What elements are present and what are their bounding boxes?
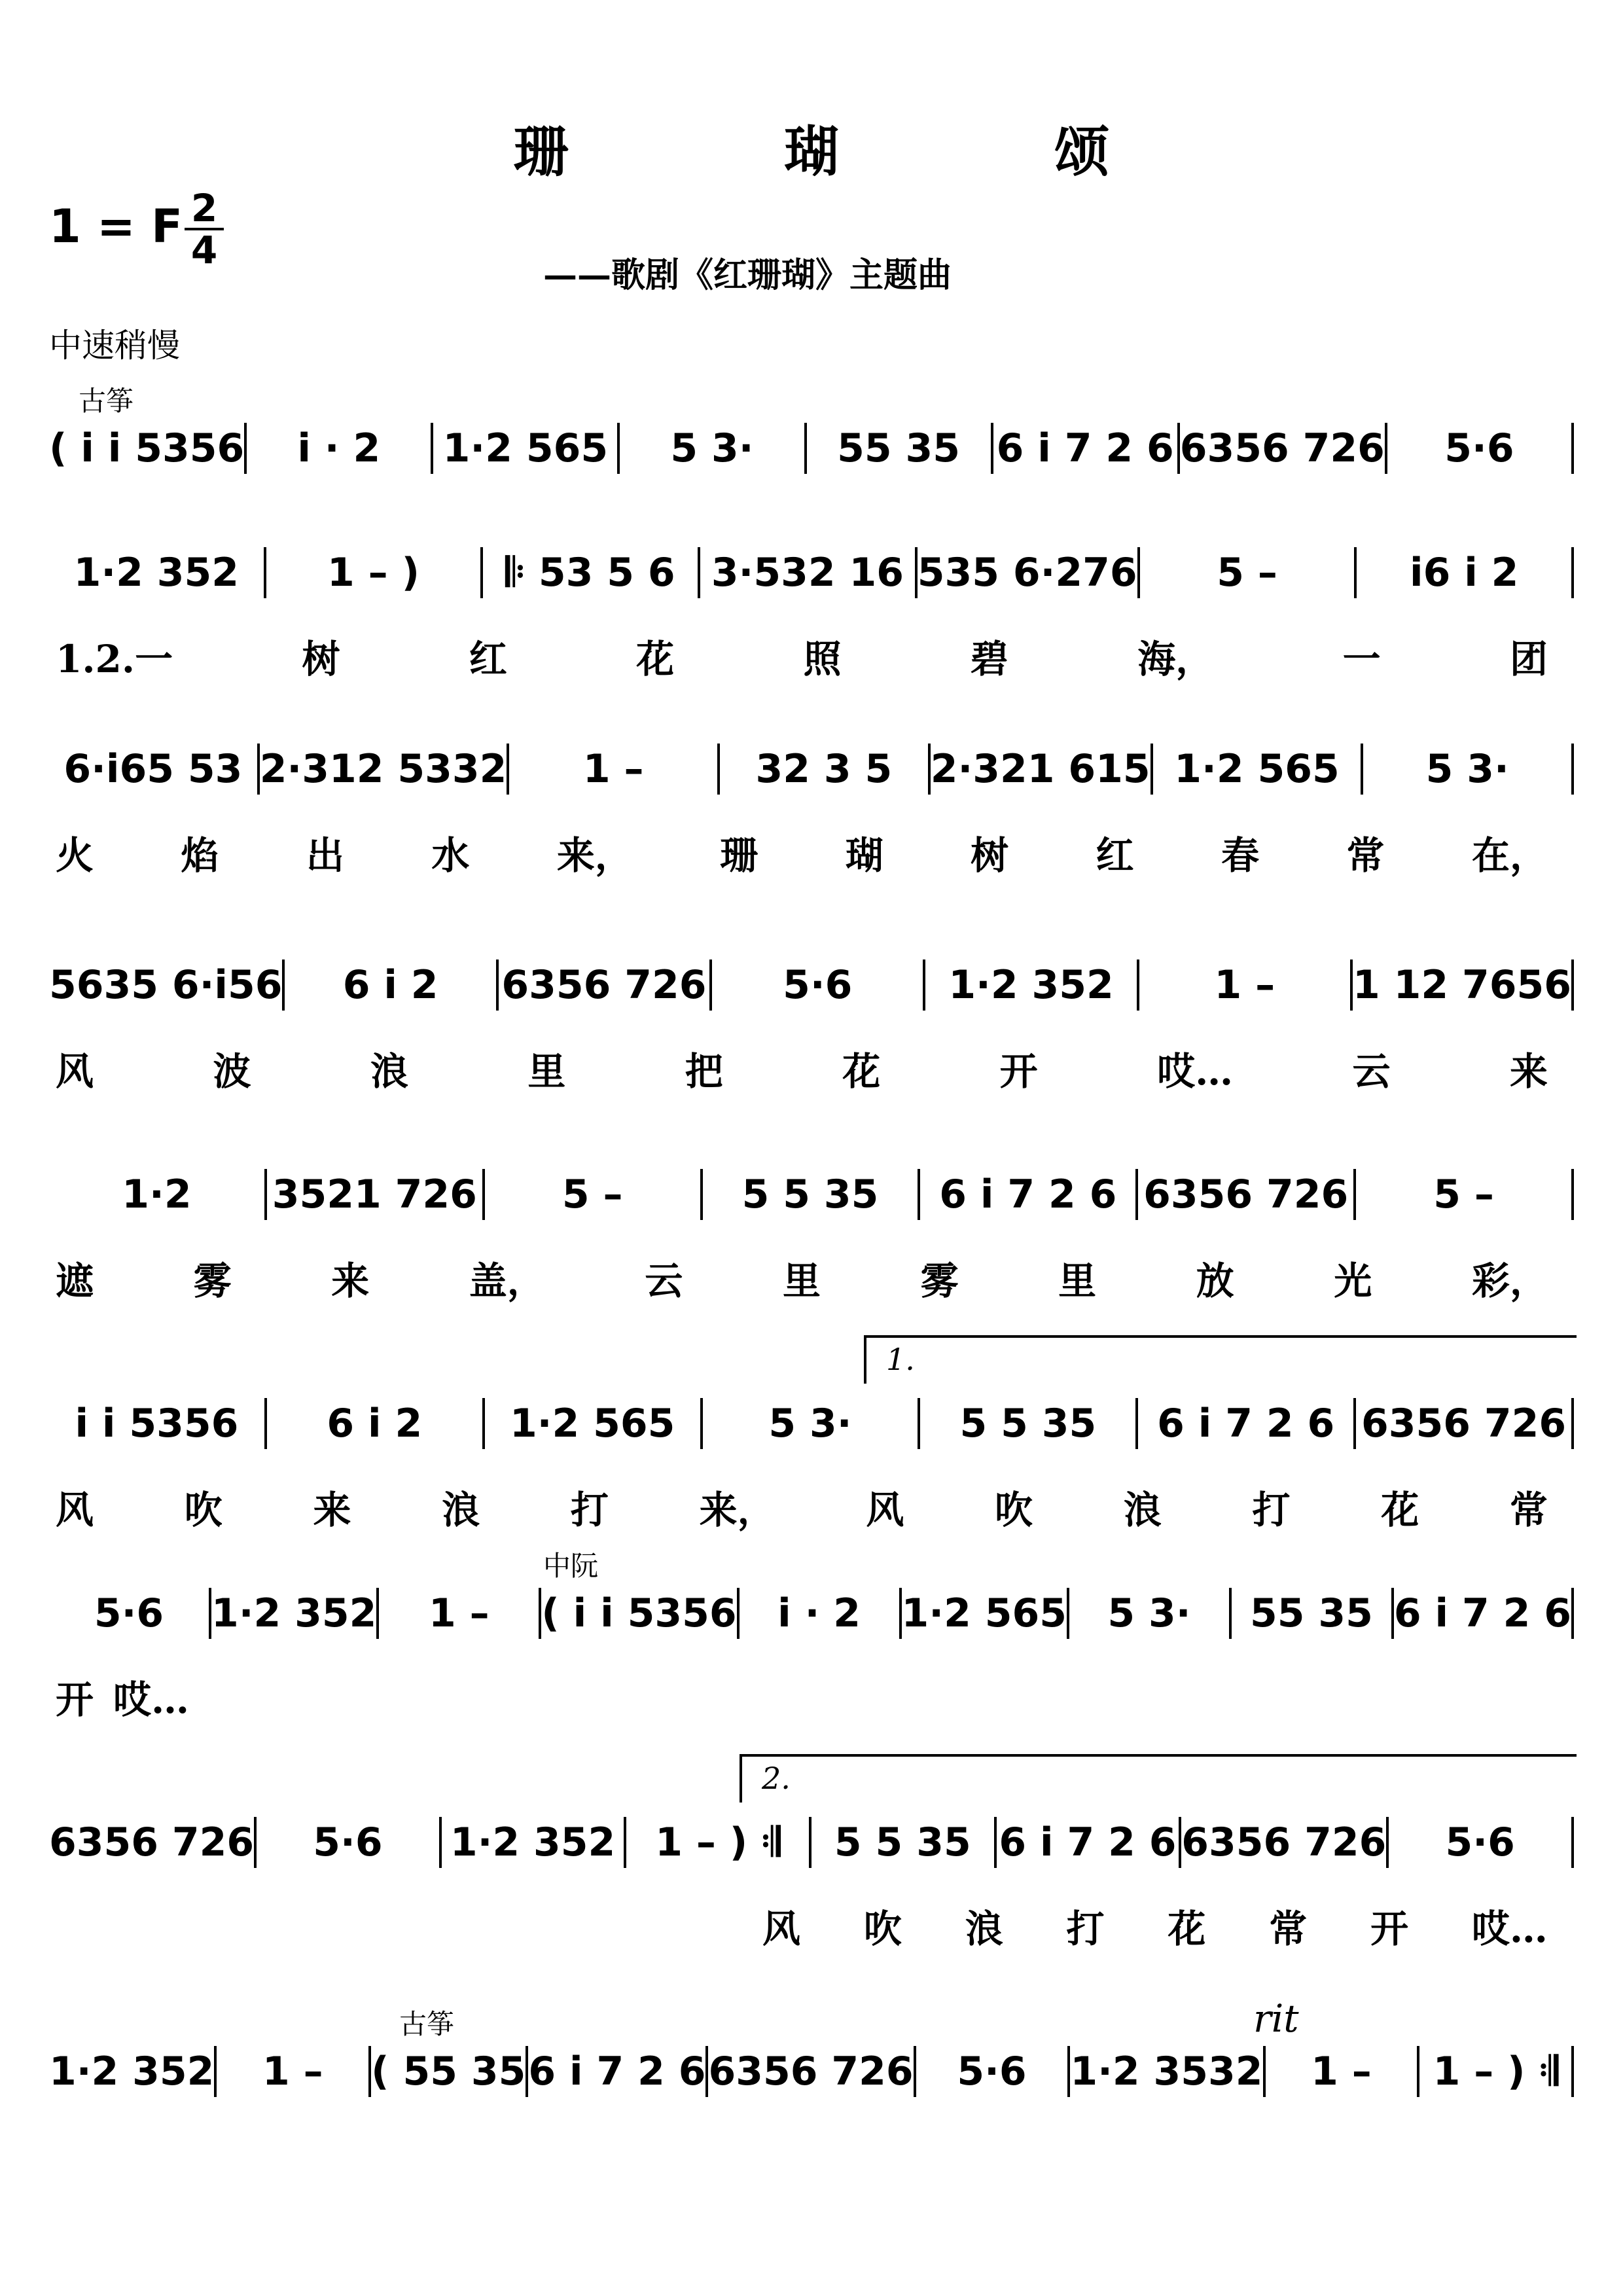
measure: i6 i 2	[1410, 550, 1519, 596]
measure: 5·6	[1445, 1820, 1515, 1865]
measure: i · 2	[777, 1590, 861, 1636]
lyric-syllable: 哎…	[113, 1677, 190, 1722]
barline	[1571, 1398, 1574, 1449]
measure: 6 i 7 2 6	[939, 1172, 1117, 1217]
measure: 𝄆 53 5 6	[505, 550, 675, 596]
lyric-syllable: 波	[213, 1049, 251, 1094]
measure: i · 2	[297, 425, 381, 471]
barline	[1571, 744, 1574, 795]
lyric-syllable: 打	[570, 1488, 609, 1532]
time-sig-bottom: 4	[185, 228, 224, 270]
lyric-syllable: 吹	[184, 1488, 223, 1532]
tempo-marking: 中速稍慢	[49, 327, 180, 365]
instrument-label: 古筝	[79, 385, 134, 417]
lyric-syllable: 放	[1196, 1259, 1234, 1303]
measure: 5·6	[313, 1820, 383, 1865]
lyric-syllable: 哎…	[1157, 1049, 1234, 1094]
measure: 55 35	[837, 425, 961, 471]
barline	[1571, 1817, 1574, 1868]
measure: ( i i 5356	[541, 1590, 737, 1636]
measure: 1 –	[1214, 962, 1275, 1008]
measure: 5 –	[1433, 1172, 1494, 1217]
instrument-label: 古筝	[399, 2008, 455, 2040]
score-row	[49, 2042, 1574, 2101]
measure: 32 3 5	[755, 746, 893, 792]
time-signature	[185, 188, 224, 270]
lyric-syllable: 雾	[193, 1259, 232, 1303]
lyric-syllable: 把	[685, 1049, 723, 1094]
measure: 6·i65 53	[63, 746, 243, 792]
lyric-syllable: 来	[313, 1488, 351, 1532]
lyric-syllable: 浪	[965, 1907, 1003, 1951]
lyric-syllable: 开	[999, 1049, 1038, 1094]
lyric-syllable: 焰	[181, 833, 219, 878]
lyric-syllable: 开	[56, 1677, 94, 1722]
lyrics-line	[49, 1041, 1574, 1096]
barline	[1571, 1588, 1574, 1639]
measure: 1 – ) 𝄇	[655, 1820, 781, 1865]
volta-number: 2.	[762, 1761, 791, 1796]
measure: 6 i 2	[327, 1401, 423, 1446]
lyric-syllable: 风	[56, 1049, 94, 1094]
measure: 1·2 352	[73, 550, 240, 596]
score-row	[49, 1165, 1574, 1305]
lyric-syllable: 开	[1370, 1907, 1409, 1951]
barline	[1571, 1169, 1574, 1220]
measure: 5·6	[94, 1590, 164, 1636]
lyric-syllable: 来，	[556, 833, 633, 878]
measure: 5 5 35	[834, 1820, 971, 1865]
lyric-syllable: 常	[1269, 1907, 1308, 1951]
time-sig-top: 2	[190, 186, 218, 230]
notation-line	[49, 419, 1574, 478]
lyric-syllable: 哎…	[1471, 1907, 1548, 1951]
score-row	[49, 1394, 1574, 1534]
lyric-syllable: 树	[302, 637, 340, 681]
lyrics-line	[49, 825, 1574, 880]
measure: 5635 6·i56	[49, 962, 283, 1008]
measure: i i 5356	[75, 1401, 239, 1446]
lyric-syllable: 光	[1334, 1259, 1372, 1303]
measure: 6 i 7 2 6	[528, 2049, 706, 2094]
lyric-syllable: 浪	[442, 1488, 480, 1532]
measure: 2·321 615	[930, 746, 1150, 792]
score-row	[49, 740, 1574, 880]
lyric-syllable: 树	[971, 833, 1009, 878]
measure: 6356 726	[49, 1820, 255, 1865]
measure: 5 –	[562, 1172, 623, 1217]
measure: 5 3·	[1425, 746, 1509, 792]
lyric-syllable: 常	[1509, 1488, 1548, 1532]
lyric-syllable: 红	[1096, 833, 1134, 878]
key-signature: 1 = F	[49, 200, 183, 253]
measure: 6356 726	[1181, 1820, 1387, 1865]
barline	[1571, 423, 1574, 474]
measure: 1 –	[262, 2049, 323, 2094]
lyric-syllable: 火	[56, 833, 94, 878]
score-row	[49, 1584, 1574, 1724]
lyric-syllable: 花	[1168, 1907, 1206, 1951]
notation-line	[49, 2042, 1574, 2101]
lyric-syllable: 一	[1342, 637, 1381, 681]
lyric-syllable: 来，	[699, 1488, 776, 1532]
notation-line	[49, 1813, 1574, 1872]
notation-line	[49, 1394, 1574, 1453]
barline	[1571, 2046, 1574, 2097]
measure: 6 i 2	[342, 962, 438, 1008]
lyric-syllable: 瑚	[845, 833, 883, 878]
barline	[1571, 960, 1574, 1011]
score-row	[49, 419, 1574, 478]
barline	[1571, 547, 1574, 598]
measure: 5 –	[1217, 550, 1277, 596]
lyric-syllable: 浪	[1123, 1488, 1162, 1532]
notation-line	[49, 543, 1574, 602]
lyrics-line	[49, 1669, 1574, 1724]
score-row	[49, 543, 1574, 683]
lyrics-line	[49, 1250, 1574, 1305]
lyric-syllable: 海，	[1137, 637, 1214, 681]
measure: 1·2 565	[442, 425, 609, 471]
measure: 5 3·	[1107, 1590, 1191, 1636]
lyric-syllable: 在，	[1471, 833, 1548, 878]
lyric-syllable: 雾	[920, 1259, 959, 1303]
measure: 6 i 7 2 6	[1157, 1401, 1335, 1446]
measure: 5 3·	[670, 425, 754, 471]
lyric-syllable: 花	[636, 637, 675, 681]
lyric-syllable: 里	[1058, 1259, 1097, 1303]
volta-bracket	[740, 1754, 1577, 1803]
measure: 1·2 352	[450, 1820, 616, 1865]
lyric-syllable: 彩，	[1471, 1259, 1548, 1303]
lyric-syllable: 珊	[720, 833, 758, 878]
measure: 1 12 7656	[1352, 962, 1571, 1008]
lyric-syllable: 来	[331, 1259, 370, 1303]
measure: ( i i 5356	[49, 425, 245, 471]
lyric-syllable: 红	[469, 637, 507, 681]
measure: ( 55 35	[371, 2049, 526, 2094]
score-row	[49, 1813, 1574, 1953]
measure: 5·6	[783, 962, 853, 1008]
notation-line	[49, 956, 1574, 1014]
measure: 1 –	[429, 1590, 490, 1636]
measure: 1·2 565	[509, 1401, 675, 1446]
subtitle: ——歌剧《红珊瑚》主题曲	[543, 255, 952, 295]
measure: 2·312 5332	[259, 746, 507, 792]
measure: 1 –	[1311, 2049, 1372, 2094]
lyric-syllable: 花	[842, 1049, 881, 1094]
lyric-syllable: 吹	[863, 1907, 902, 1951]
lyric-syllable: 浪	[370, 1049, 408, 1094]
lyric-syllable: 里	[782, 1259, 821, 1303]
measure: 1·2 565	[1174, 746, 1340, 792]
measure: 3521 726	[272, 1172, 477, 1217]
lyric-syllable: 打	[1066, 1907, 1105, 1951]
measure: 5 5 35	[741, 1172, 879, 1217]
measure: 6356 726	[1143, 1172, 1349, 1217]
measure: 1 –	[582, 746, 644, 792]
measure: 6 i 7 2 6	[999, 1820, 1177, 1865]
lyric-syllable: 云	[1352, 1049, 1391, 1094]
lyric-syllable: 打	[1252, 1488, 1291, 1532]
measure: 5·6	[1444, 425, 1514, 471]
lyric-syllable: 春	[1221, 833, 1260, 878]
volta-bracket	[864, 1335, 1577, 1384]
score-row	[49, 956, 1574, 1096]
notation-line	[49, 1584, 1574, 1643]
lyric-syllable: 照	[803, 637, 842, 681]
measure: 5 3·	[768, 1401, 852, 1446]
measure: 5 5 35	[959, 1401, 1097, 1446]
measure: 1·2 3532	[1070, 2049, 1263, 2094]
lyric-syllable: 吹	[995, 1488, 1033, 1532]
measure: 1·2 565	[901, 1590, 1067, 1636]
lyric-syllable: 盖，	[469, 1259, 545, 1303]
lyric-syllable: 风	[762, 1907, 801, 1951]
lyric-syllable: 风	[56, 1488, 94, 1532]
measure: 6356 726	[1179, 425, 1385, 471]
lyric-syllable: 遮	[56, 1259, 94, 1303]
lyric-syllable: 风	[866, 1488, 904, 1532]
measure: 1·2 352	[948, 962, 1114, 1008]
volta-number: 1.	[886, 1342, 915, 1377]
measure: 535 6·276	[917, 550, 1137, 596]
measure: 1·2	[122, 1172, 192, 1217]
lyrics-line	[49, 1898, 1574, 1953]
lyric-syllable: 碧	[970, 637, 1008, 681]
measure: 6356 726	[1361, 1401, 1567, 1446]
lyric-syllable: 花	[1381, 1488, 1419, 1532]
page-title: 珊 瑚 颂	[513, 119, 1208, 184]
notation-line	[49, 1165, 1574, 1224]
measure: 1·2 352	[211, 1590, 377, 1636]
lyric-syllable: 里	[527, 1049, 566, 1094]
measure: 3·532 16	[711, 550, 904, 596]
lyric-syllable: 1.2.一	[56, 637, 173, 681]
lyric-syllable: 来	[1509, 1049, 1548, 1094]
measure: 5·6	[957, 2049, 1027, 2094]
lyrics-line	[49, 1479, 1574, 1534]
measure: 1·2 352	[49, 2049, 215, 2094]
lyric-syllable: 水	[431, 833, 470, 878]
lyric-syllable: 云	[645, 1259, 683, 1303]
measure: 6 i 7 2 6	[1393, 1590, 1572, 1636]
ritardando-marking: rit	[1253, 1996, 1299, 2041]
measure: 55 35	[1249, 1590, 1373, 1636]
measure: 6356 726	[708, 2049, 914, 2094]
measure: 6356 726	[501, 962, 707, 1008]
notation-line	[49, 740, 1574, 798]
measure: 1 – ) 𝄇	[1433, 2049, 1558, 2094]
measure: 6 i 7 2 6	[996, 425, 1174, 471]
lyric-syllable: 常	[1346, 833, 1385, 878]
instrument-label: 中阮	[543, 1550, 599, 1582]
lyric-syllable: 团	[1509, 637, 1548, 681]
measure: 1 – )	[327, 550, 419, 596]
lyrics-line	[49, 628, 1574, 683]
lyric-syllable: 出	[306, 833, 344, 878]
